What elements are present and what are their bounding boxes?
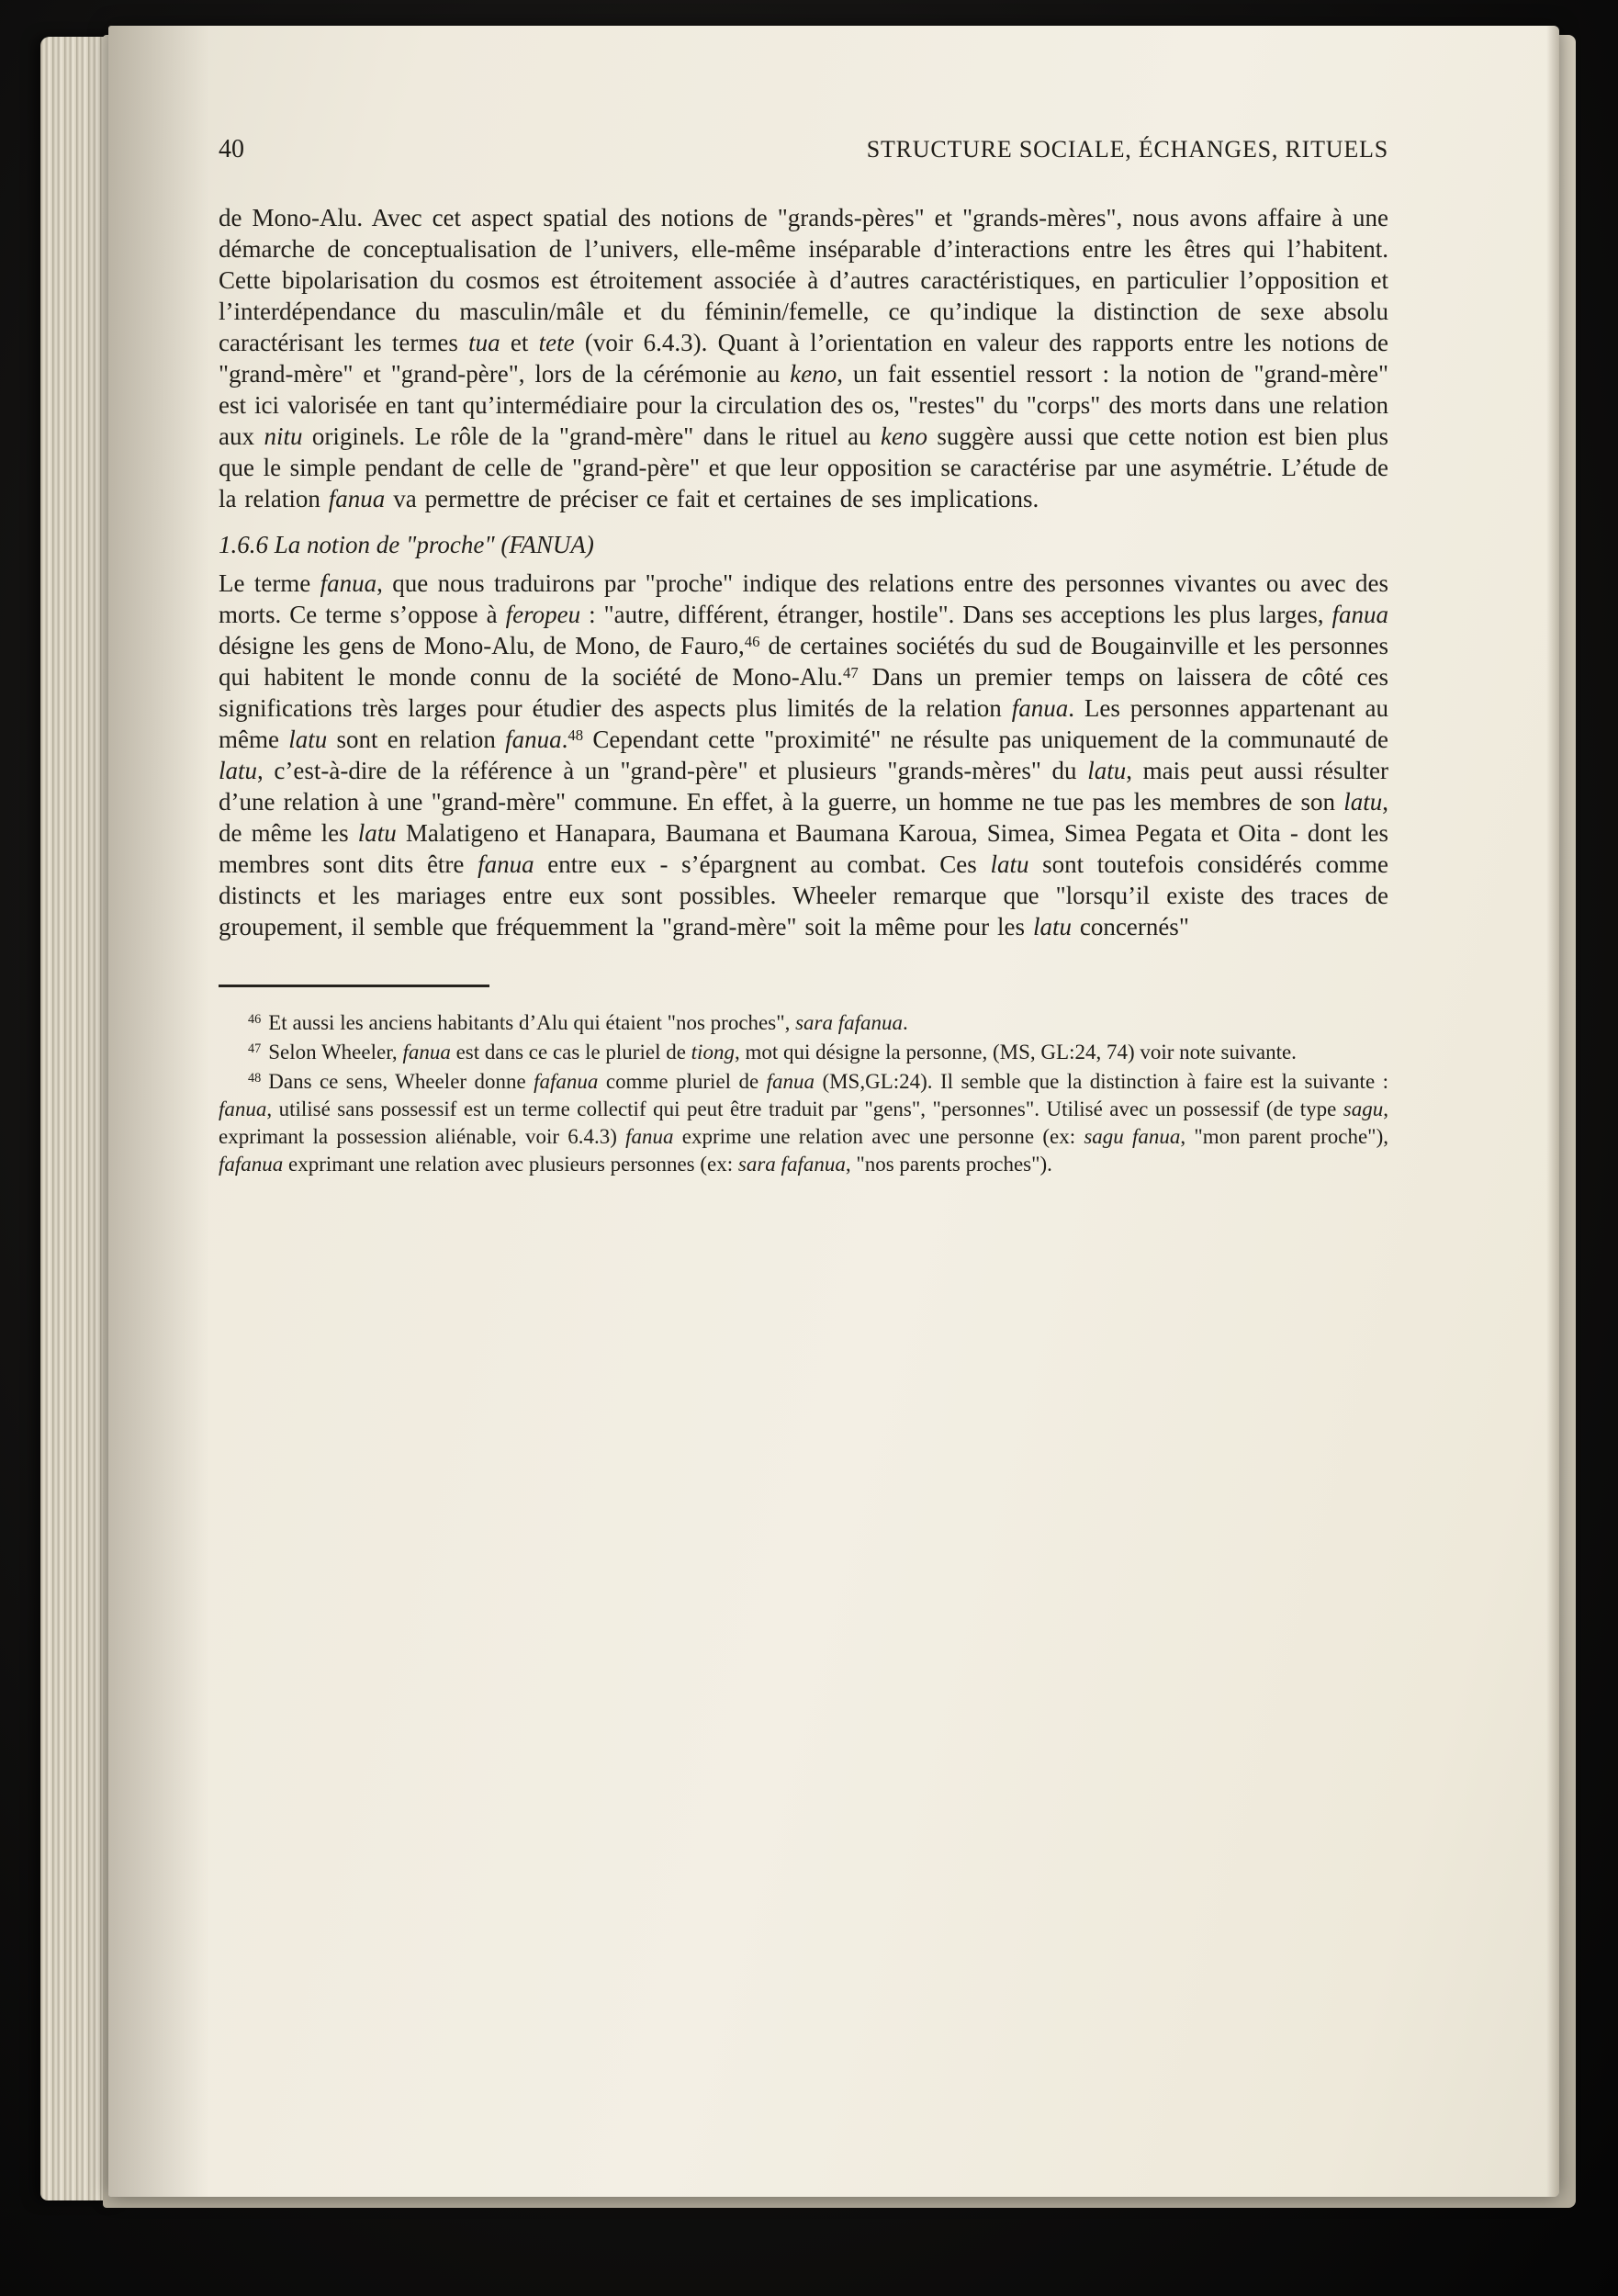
italic-term: fanua <box>320 569 377 597</box>
text-run: Dans ce sens, Wheeler donne <box>268 1070 534 1093</box>
text-run: , "mon parent proche"), <box>1180 1125 1388 1148</box>
italic-term: fanua <box>402 1041 451 1064</box>
italic-term: sagu <box>1343 1097 1384 1120</box>
italic-term: fanua <box>328 485 386 512</box>
text-run: Malatigeno et Hanapara, Baumana et Baumana Karoua, Simea, Simea Pegata et Oita - dont les membres sont dits être <box>219 819 1388 878</box>
italic-term: tua <box>468 329 500 356</box>
italic-term: fanua <box>625 1125 674 1148</box>
text-run: . <box>903 1011 908 1034</box>
text-run: . <box>561 726 568 753</box>
text-run: , un fait essentiel ressort : la notion de "grand-mère" est ici valorisée en tant qu’intermédiaire pour la circulation des os, "restes" du "corps" des morts dans une relation aux <box>219 360 1388 450</box>
italic-term: sara fafanua <box>795 1011 904 1034</box>
text-run: exprime une relation avec une personne (ex: <box>673 1125 1084 1148</box>
text-run: , mais peut aussi résulter d’une relation à une "grand-mère" commune. En effet, à la guerre, un homme ne tue pas les membres de son <box>219 757 1388 816</box>
text-run: : "autre, différent, étranger, hostile". Dans ses acceptions les plus larges, <box>580 601 1332 628</box>
italic-term: fanua <box>505 726 562 753</box>
text-run: concernés" <box>1071 913 1189 940</box>
text-run: entre eux - s’épargnent au combat. Ces <box>534 850 991 878</box>
text-run: . Les personnes appartenant au même <box>219 694 1388 753</box>
text-run: , exprimant la possession aliénable, voir 6.4.3) <box>219 1097 1388 1148</box>
text-run: , "nos parents proches"). <box>845 1153 1052 1176</box>
italic-term: latu <box>1032 913 1072 940</box>
page-number: 40 <box>219 135 244 163</box>
footnote-text <box>268 1011 908 1034</box>
text-run: Le terme <box>219 569 320 597</box>
text-run: suggère aussi que cette notion est bien plus que le simple pendant de celle de "grand-père" et que leur opposition se caractérise par une asymétrie. L’étude de la relation <box>219 422 1388 512</box>
text-run: (voir 6.4.3). Quant à l’orientation en valeur des rapports entre les notions de "grand-mère" et "grand-père", lors de la cérémonie au <box>219 329 1388 388</box>
italic-term: feropeu <box>505 601 581 628</box>
footnote-separator-rule <box>219 985 489 987</box>
footnote-text <box>219 1070 1388 1176</box>
italic-term: fanua <box>1331 601 1388 628</box>
text-run: comme pluriel de <box>598 1070 767 1093</box>
page-header <box>219 134 1388 165</box>
footnote-47 <box>219 1039 1388 1066</box>
italic-term: latu <box>990 850 1029 878</box>
footnote-marker: 48 <box>248 1070 262 1086</box>
text-run: Et aussi les anciens habitants d’Alu qui étaient "nos proches", <box>268 1011 796 1034</box>
superscript-note-ref: 46 <box>744 632 760 650</box>
italic-term: 1.6.6 La notion de "proche" (FANUA) <box>219 531 594 558</box>
superscript-note-ref: 48 <box>567 726 584 744</box>
text-run: Cependant cette "proximité" ne résulte pas uniquement de la communauté de <box>583 726 1388 753</box>
superscript-note-ref: 47 <box>843 663 859 681</box>
footnote-text <box>268 1041 1297 1064</box>
section-heading <box>219 529 1388 560</box>
text-run: Dans un premier temps on laissera de côté ces significations très larges pour étudier des aspects plus limités de la relation <box>219 663 1388 722</box>
text-run: sont en relation <box>327 726 506 753</box>
italic-term: latu <box>357 819 397 847</box>
page-content <box>219 134 1388 1180</box>
text-run: sont toutefois considérés comme distincts et les mariages entre eux sont possibles. Wheeler remarque que "lorsqu’il existe des traces de groupement, il semble que fréquemment la "grand-mère" soit la même pour les <box>219 850 1388 940</box>
italic-term: fanua <box>1011 694 1069 722</box>
footnote-marker: 47 <box>248 1041 262 1056</box>
italic-term: fafanua <box>534 1070 599 1093</box>
italic-term: nitu <box>264 422 303 450</box>
running-title: STRUCTURE SOCIALE, ÉCHANGES, RITUELS <box>866 136 1388 163</box>
italic-term: keno <box>790 360 837 388</box>
text-run: Selon Wheeler, <box>268 1041 403 1064</box>
italic-term: latu <box>1087 757 1127 784</box>
text-run: , de même les <box>219 788 1388 847</box>
text-run: de Mono-Alu. Avec cet aspect spatial des notions de "grands-pères" et "grands-mères", nous avons affaire à une démarche de conceptualisation de l’univers, elle-même inséparable d’interactions entre les êtres qui l’habitent. Cette bipolarisation du cosmos est étroitement associée à d’autres caractéristiques, en particulier l’opposition et l’interdépendance du masculin/mâle et du féminin/femelle, ce qu’indique la distinction de sexe absolu caractérisant les termes <box>219 204 1388 356</box>
italic-term: sagu fanua <box>1084 1125 1181 1148</box>
text-run: et <box>500 329 539 356</box>
italic-term: fafanua <box>219 1153 284 1176</box>
text-run: exprimant une relation avec plusieurs personnes (ex: <box>283 1153 738 1176</box>
body-paragraph-1 <box>219 202 1388 514</box>
text-run: désigne les gens de Mono-Alu, de Mono, de Fauro, <box>219 632 745 659</box>
italic-term: fanua <box>478 850 534 878</box>
italic-term: keno <box>881 422 927 450</box>
italic-term: fanua <box>766 1070 815 1093</box>
text-run: , utilisé sans possessif est un terme collectif qui peut être traduit par "gens", "personnes". Utilisé avec un possessif (de type <box>266 1097 1343 1120</box>
italic-term: sara fafanua <box>737 1153 846 1176</box>
text-run: , mot qui désigne la personne, (MS, GL:24, 74) voir note suivante. <box>734 1041 1297 1064</box>
text-run: , c’est-à-dire de la référence à un "grand-père" et plusieurs "grands-mères" du <box>257 757 1088 784</box>
text-run: est dans ce cas le pluriel de <box>450 1041 691 1064</box>
italic-term: tiong <box>691 1041 735 1064</box>
text-run: originels. Le rôle de la "grand-mère" dans le rituel au <box>302 422 881 450</box>
body-paragraph-2 <box>219 568 1388 942</box>
italic-term: latu <box>288 726 328 753</box>
italic-term: tete <box>538 329 575 356</box>
text-run: va permettre de préciser ce fait et certaines de ses implications. <box>385 485 1039 512</box>
text-run: de certaines sociétés du sud de Bougainville et les personnes qui habitent le monde connu de la société de Mono-Alu. <box>219 632 1388 691</box>
italic-term: latu <box>219 757 258 784</box>
text-run: , que nous traduirons par "proche" indique des relations entre des personnes vivantes ou avec des morts. Ce terme s’oppose à <box>219 569 1388 628</box>
footnote-46 <box>219 1009 1388 1037</box>
italic-term: latu <box>1343 788 1383 816</box>
text-run: (MS,GL:24). Il semble que la distinction à faire est la suivante : <box>815 1070 1388 1093</box>
footnote-48 <box>219 1068 1388 1178</box>
italic-term: fanua <box>219 1097 267 1120</box>
footnotes-section <box>219 985 1388 1178</box>
footnote-marker: 46 <box>248 1011 262 1027</box>
